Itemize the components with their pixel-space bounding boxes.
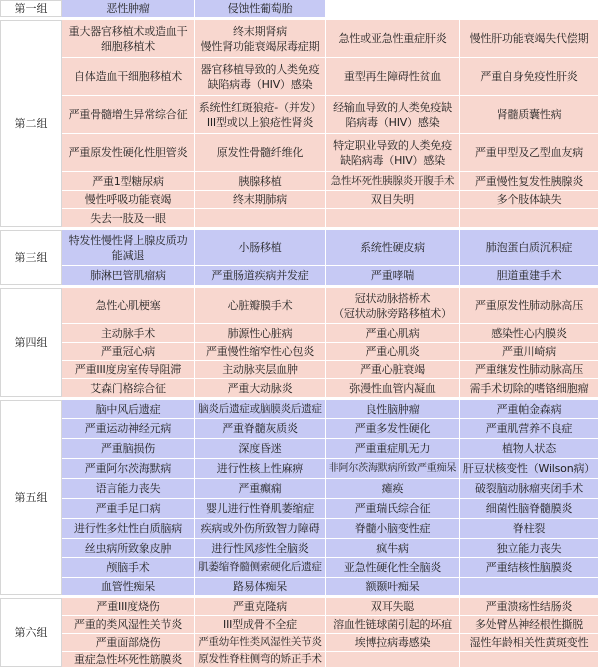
table-cell [62,598,195,616]
cell-text: 严重原发性硬化性胆管炎 [68,146,188,159]
table-cell [326,634,460,652]
table-cell [460,634,599,652]
cell-text: 深度昏迷 [238,442,282,455]
table-cell [195,266,326,286]
cell-text: 严重1型糖尿病 [92,174,164,188]
table-cell [195,288,326,324]
table-cell [195,558,326,578]
table-cell [195,439,326,459]
table-cell [326,343,460,361]
cell-text: 严重瑞氏综合征 [354,502,431,515]
table-cell [62,343,195,361]
table-cell [326,0,460,18]
cell-text: 植物人状态 [502,442,556,455]
table-cell [195,191,326,209]
table-cell [62,578,195,596]
table-cell [195,400,326,419]
table-cell [326,616,460,634]
cell-text: 严重肠道疾病并发症 [211,269,309,282]
table-cell [195,20,326,58]
table-cell [62,499,195,519]
group-label [0,288,62,397]
table-cell [326,652,460,668]
table-cell [62,634,195,652]
cell-text: 额颞叶痴呆 [365,580,420,593]
table-cell [62,652,195,668]
group-label [0,0,62,17]
cell-text: 严重结核性脑膜炎 [485,561,573,574]
cell-text: 严重癫痫 [238,482,282,495]
table-cell [195,324,326,343]
table-cell [62,230,195,266]
group-label [0,230,62,285]
cell-text: 急性心肌梗塞 [95,299,161,312]
table-cell [460,58,599,96]
table-cell [460,479,599,499]
table-cell [195,459,326,479]
cell-text: 细菌性脑脊髓膜炎 [485,502,573,515]
cell-text: 严重手足口病 [95,502,161,515]
cell-text: 主动脉夹层血肿 [222,363,298,376]
cell-text: 严重川崎病 [502,345,556,358]
cell-text: 严重脊髓灰质炎 [222,422,298,435]
cell-text: 严重哮喘 [370,269,415,282]
table-cell [195,519,326,539]
cell-text: 疯牛病 [376,541,409,555]
cell-text: 瘫痪 [381,482,404,495]
table-cell [195,361,326,379]
table-cell [62,539,195,558]
table-cell [62,0,195,18]
cell-text: 脑炎后遗症或脑膜炎后遗症 [198,402,322,415]
table-cell [460,209,599,228]
cell-text: 婴儿进行性脊肌萎缩症 [206,502,314,515]
table-cell [62,191,195,209]
cell-text: 特定职业导致的人类免疫缺陷病毒（HIV）感染 [333,138,452,167]
table-cell [195,58,326,96]
table-cell [460,361,599,379]
cell-text: 肺淋巴管肌瘤病 [90,269,166,282]
cell-text: 双目失明 [370,193,415,206]
cell-text: 严重帕金森病 [496,402,562,416]
cell-text: 重症急性坏死性筋膜炎 [74,653,182,666]
table-cell [62,379,195,398]
cell-text: 特发性慢性肾上腺皮质功能减退 [68,233,188,262]
table-cell [62,439,195,459]
cell-text: 血管性痴呆 [101,580,155,593]
group-label-text: 第五组 [14,491,48,504]
table-cell [460,20,599,58]
table-cell [326,519,460,539]
table-cell [460,539,599,558]
table-cell [460,499,599,519]
table-cell [326,419,460,439]
cell-text: 主动脉手术 [101,326,155,340]
cell-text: 系统性红斑狼疮-（并发）III型或以上狼疮性肾炎 [198,100,322,129]
cell-text: 慢性呼吸功能衰竭 [84,193,172,206]
table-cell [326,172,460,191]
group-label [0,20,62,227]
table-cell [195,379,326,398]
table-cell [62,558,195,578]
cell-text: 艾森门格综合征 [90,381,166,395]
cell-text: 亚急性硬化性全脑炎 [343,561,442,574]
table-cell [195,0,326,18]
cell-text: 自体造血干细胞移植术 [74,70,182,83]
table-cell [62,479,195,499]
cell-text: 脑中风后遗症 [95,402,161,416]
table-cell [62,20,195,58]
cell-text: 严重心脏衰竭 [360,363,425,376]
cell-text: 严重的类风湿性关节炎 [74,618,182,631]
table-cell [195,230,326,266]
table-cell [326,361,460,379]
table-cell [62,266,195,286]
table-cell [460,519,599,539]
group-label [0,400,62,595]
table-cell [326,96,460,134]
table-cell [326,191,460,209]
table-cell [326,598,460,616]
table-cell [326,379,460,398]
table-cell [326,400,460,419]
cell-text: 非阿尔茨海默病所致严重痴呆 [328,462,457,474]
table-cell [62,519,195,539]
table-cell [195,616,326,634]
cell-text: 双耳失聪 [370,600,415,613]
cell-text: 严重慢性复发性胰腺炎 [475,174,583,188]
cell-text: 严重面部烧伤 [95,636,161,649]
cell-text: 严重重症肌无力 [354,442,431,455]
table-cell [460,230,599,266]
table-cell [326,209,460,228]
cell-text: 需手术切除的嗜铬细胞瘤 [469,381,589,395]
table-cell [62,324,195,343]
table-cell [460,0,599,18]
table-cell [460,400,599,419]
cell-text: 严重阿尔茨海默病 [84,462,172,475]
table-cell [326,266,460,286]
cell-text: 多处臂丛神经根性撕脱 [475,618,583,631]
table-cell [326,459,460,479]
table-cell [195,479,326,499]
cell-text: 严重冠心病 [101,345,155,358]
cell-text: 重大器官移植术或造血干细胞移植术 [68,24,188,53]
table-cell [62,172,195,191]
table-cell [460,652,599,668]
table-cell [326,58,460,96]
table-cell [326,288,460,324]
table-cell [195,499,326,519]
cell-text: 终末期肾病 慢性肾功能衰竭尿毒症期 [200,24,320,53]
cell-text: 严重肌营养不良症 [485,422,573,435]
cell-text: 侵蚀性葡萄胎 [227,2,293,15]
table-cell [460,191,599,209]
table-cell [195,96,326,134]
cell-text: 严重脑损伤 [101,442,155,455]
table-cell [195,419,326,439]
table-cell [62,58,195,96]
cell-text: 进行性风疹性全脑炎 [211,541,309,555]
cell-text: 严重继发性肺动脉高压 [475,363,583,376]
cell-text: 急性坏死性胰腺炎开腹手术 [330,174,455,187]
cell-text: 重型再生障碍性贫血 [343,70,442,83]
table-cell [460,288,599,324]
cell-text: 胆道重建手术 [496,269,562,282]
cell-text: 器官移植导致的人类免疫缺陷病毒（HIV）感染 [200,62,320,91]
table-cell [195,539,326,558]
table-cell [195,209,326,228]
cell-text: 胰腺移植 [238,174,282,188]
cell-text: 严重III度房室传导阻滞 [74,363,182,376]
cell-text: 进行性多灶性白质脑病 [74,522,182,535]
cell-text: 严重心肌病 [365,326,420,340]
table-cell [460,343,599,361]
table-cell [62,616,195,634]
cell-text: 小肠移植 [238,241,282,254]
cell-text: 肺源性心脏病 [227,326,293,340]
cell-text: 独立能力丧失 [496,541,562,555]
table-cell [460,578,599,596]
table-cell [460,598,599,616]
cell-text: 语言能力丧失 [95,482,161,495]
cell-text: 溶血性链球菌引起的坏疽 [333,618,452,631]
table-cell [460,558,599,578]
cell-text: 破裂脑动脉瘤夹闭手术 [475,482,583,495]
table-cell [460,172,599,191]
table-cell [195,634,326,652]
cell-text: 严重溃疡性结肠炎 [485,600,573,613]
table-cell [62,96,195,134]
group-label-text: 第二组 [14,117,48,130]
table-cell [195,578,326,596]
table-cell [62,400,195,419]
table-cell [62,209,195,228]
cell-text: 感染性心内膜炎 [491,326,567,340]
cell-text: 湿性年龄相关性黄斑变性 [469,636,589,649]
cell-text: 失去一肢及一眼 [90,211,166,225]
cell-text: 严重III度烧伤 [96,600,160,613]
table-cell [195,343,326,361]
cell-text: 慢性肝功能衰竭失代偿期 [469,32,589,45]
cell-text: 心脏瓣膜手术 [227,299,293,312]
table-cell [62,288,195,324]
cell-text: 埃博拉病毒感染 [354,636,431,649]
cell-text: 多个肢体缺失 [496,193,562,206]
cell-text: 终末期肺病 [233,193,287,206]
table-cell [326,479,460,499]
cell-text: 严重多发性硬化 [354,422,431,435]
cell-text: 弥漫性血管内凝血 [349,381,436,395]
table-cell [460,459,599,479]
table-cell [62,419,195,439]
cell-text: 严重骨髓增生异常综合征 [68,108,188,121]
table-cell [460,266,599,286]
cell-text: 急性或亚急性重症肝炎 [338,32,447,45]
cell-text: 严重心肌炎 [365,345,420,358]
group-label-text: 第六组 [14,626,48,639]
table-cell [460,379,599,398]
table-cell [326,230,460,266]
table-cell [326,324,460,343]
cell-text: 肺泡蛋白质沉积症 [485,241,573,254]
table-cell [460,439,599,459]
table-cell [195,134,326,172]
cell-text: 经输血导致的人类免疫缺陷病毒（HIV）感染 [333,100,452,129]
cell-text: 肌萎缩脊髓侧索硬化后遗症 [198,561,322,574]
table-cell [195,172,326,191]
cell-text: 严重自身免疫性肝炎 [480,70,578,83]
table-cell [326,499,460,519]
cell-text: 冠状动脉搭桥术 （冠状动脉旁路移植术） [333,291,452,320]
cell-text: 丝虫病所致象皮肿 [84,541,172,555]
group-label-text: 第一组 [14,2,48,15]
cell-text: 疾病或外伤所致智力障碍 [200,522,320,535]
table-cell [195,598,326,616]
cell-text: 肝豆状核变性（Wilson病） [462,462,596,475]
cell-text: 恶性肿瘤 [106,2,150,15]
cell-text: 严重慢性缩窄性心包炎 [206,345,314,358]
group-label [0,598,62,667]
cell-text: 颅脑手术 [106,561,150,574]
cell-text: 严重原发性肺动脉高压 [475,299,583,312]
table-cell [326,20,460,58]
table-cell [460,134,599,172]
table-cell [62,459,195,479]
table-cell [195,652,326,668]
cell-text: 原发性骨髓纤维化 [216,146,304,159]
table-cell [62,361,195,379]
table-cell [460,616,599,634]
cell-text: 严重运动神经元病 [84,422,172,435]
cell-text: 路易体痴呆 [233,580,287,593]
table-cell [460,324,599,343]
cell-text: 肾髓质囊性病 [496,108,562,121]
cell-text: III型成骨不全症 [223,618,297,631]
table-cell [326,578,460,596]
cell-text: 脊髓小脑变性症 [354,522,431,535]
table-cell [460,419,599,439]
cell-text: 脊柱裂 [512,522,546,535]
table-cell [326,539,460,558]
cell-text: 系统性硬皮病 [360,241,425,254]
cell-text: 原发性脊柱侧弯的矫正手术 [198,653,322,666]
cell-text: 进行性核上性麻痹 [216,462,304,475]
table-cell [326,439,460,459]
group-label-text: 第三组 [14,251,48,264]
table-cell [62,134,195,172]
table-cell [326,558,460,578]
cell-text: 严重大动脉炎 [227,381,293,395]
table-cell [326,134,460,172]
group-label-text: 第四组 [14,336,48,349]
cell-text: 严重克隆病 [233,600,287,613]
cell-text: 严重甲型及乙型血友病 [475,146,583,159]
table-cell [460,96,599,134]
cell-text: 严重幼年性类风湿性关节炎 [198,636,322,649]
cell-text: 良性脑肿瘤 [365,402,420,416]
